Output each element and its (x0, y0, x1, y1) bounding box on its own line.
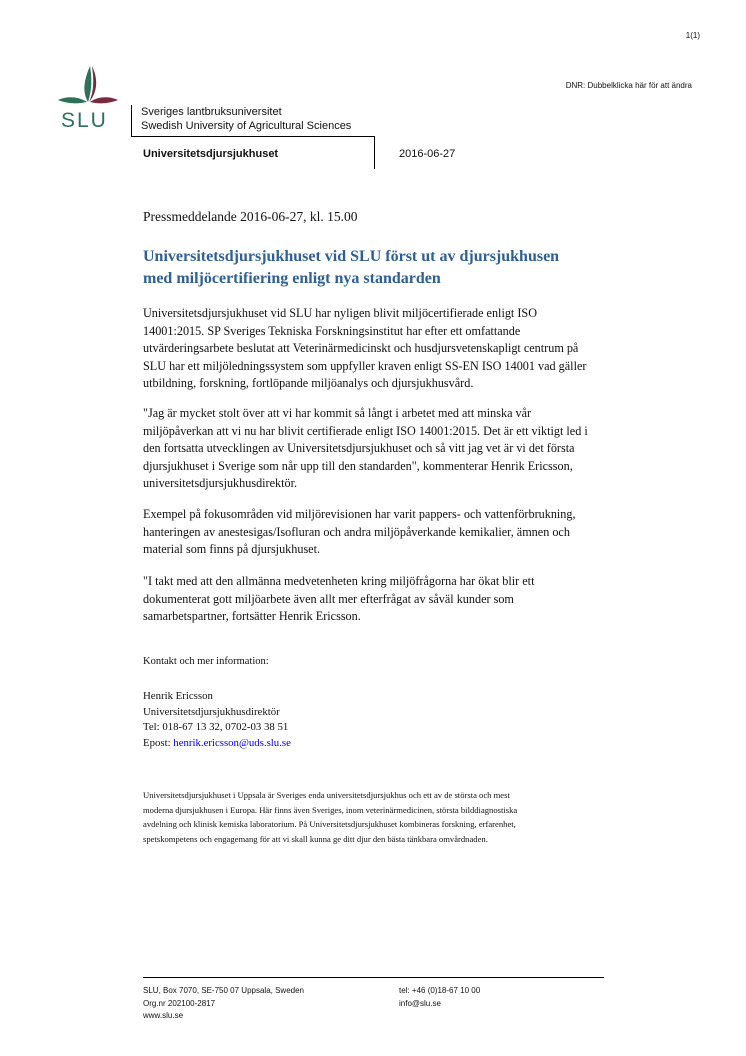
footer-right (399, 985, 480, 1010)
page-number: 1(1) (685, 31, 700, 40)
slu-logo (56, 62, 120, 132)
paragraph: "I takt med att den allmänna medvetenheten kring miljöfrågorna har ökat blir ett dokumenterat gott miljöarbete även allt mer efterfrågat av såväl kunder som samarbetspartner, fortsätter Henrik Ericsson. (143, 574, 535, 624)
about-text: Universitetsdjursjukhuset i Uppsala är Sveriges enda universitetsdjursjukhus och ett av de största och mest moderna djursjukhusen i Europa. Här finns även Sveriges, inom veterinärmedicinen, största bilddiagnostiska avdelning och klinisk kemiska laboratorium. På Universitetsdjursjukhuset kombineras forskning, erfarenhet, spetskompetens och engagemang för att vi skall kunna ge ditt djur den bästa tänkbara omvårdnaden. (143, 790, 518, 844)
footer-org: Org.nr 202100-2817 (143, 998, 216, 1008)
email-label: Epost: (143, 736, 174, 749)
paragraph: Exempel på fokusområden vid miljörevisionen har varit pappers- och vattenförbrukning, hanteringen av anestesigas/Isofluran och andra miljöpåverkande kemikalier, ämnen och material som finns på djursjukhuset. (143, 507, 576, 557)
paragraph: Universitetsdjursjukhuset vid SLU har nyligen blivit miljöcertifierade enligt ISO 14001:2015. SP Sveriges Tekniska Forskningsinstitut har efter ett omfattande utvärderingsarbete beslutat att Veterinärmedicinskt och husdjursvetenskapligt centrum på SLU har ett miljöledningssystem som uppfyller kraven enligt SS-EN ISO 14001 vad gäller utbildning, forskning, fortlöpande miljöanalys och djursjukhusvård. (143, 306, 587, 391)
date: 2016-06-27 (399, 148, 456, 160)
kicker: Pressmeddelande 2016-06-27, kl. 15.00 (143, 209, 358, 224)
university-name (141, 105, 351, 133)
logo-text: SLU (61, 109, 108, 132)
footer-tel: tel: +46 (0)18-67 10 00 (399, 986, 481, 995)
dnr-field[interactable]: DNR: Dubbelklicka här för att ändra (565, 81, 692, 90)
email-link[interactable]: henrik.ericsson@uds.slu.se (173, 736, 291, 749)
footer-address: SLU, Box 7070, SE-750 07 Uppsala, Sweden (143, 986, 304, 995)
footer-rule (143, 977, 604, 978)
paragraph: "Jag är mycket stolt över att vi har kommit så långt i arbetet med att minska vår miljöpåverkan att vi nu har blivit certifierade enligt ISO 14001:2015. Det är ett viktigt led i den fortsatta utvecklingen av Universitetsdjursjukhuset och så vitt jag vet är vi det första djursjukhuset i Sverige som når upp till den standarden", kommenterar Henrik Ericsson, universitetsdjursjukhusdirektör. (143, 406, 588, 491)
contact-title: Universitetsdjursjukhusdirektör (143, 705, 280, 718)
footer-email[interactable]: info@slu.se (399, 998, 441, 1008)
headline: Universitetsdjursjukhuset vid SLU först ut av djursjukhusen med miljöcertifiering enligt nya standarden (143, 248, 560, 287)
contact-heading: Kontakt och mer information: (143, 656, 269, 667)
contact-tel: Tel: 018-67 13 32, 0702-03 38 51 (143, 721, 289, 733)
university-en: Swedish University of Agricultural Sciences (141, 120, 352, 132)
footer-left (143, 985, 304, 1023)
department: Universitetsdjursjukhuset (143, 148, 279, 160)
divider (131, 105, 132, 136)
university-sv: Sveriges lantbruksuniversitet (141, 106, 282, 118)
footer-web[interactable]: www.slu.se (143, 1011, 184, 1020)
leaf-logo-icon (56, 62, 120, 108)
contact-name: Henrik Ericsson (143, 690, 213, 702)
divider (374, 136, 375, 169)
divider (131, 136, 375, 137)
contact-block (143, 689, 291, 751)
